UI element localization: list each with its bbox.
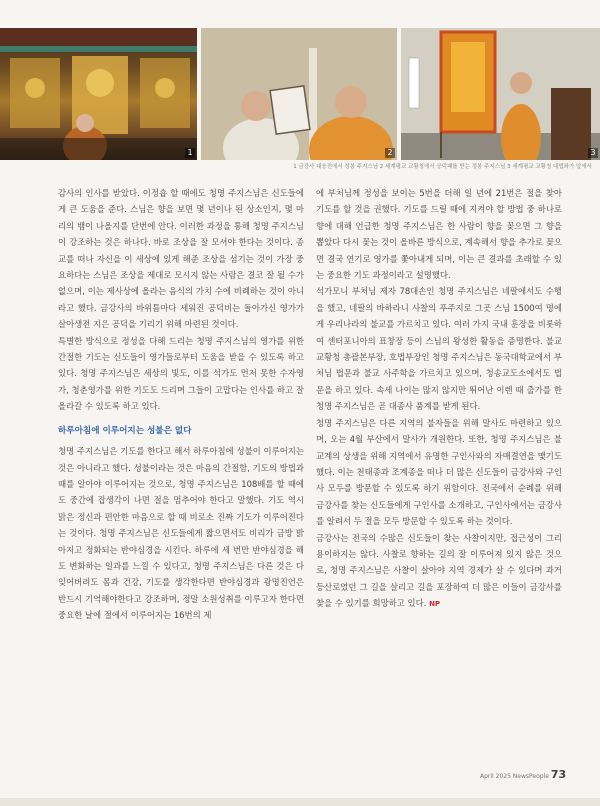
page-number: 73 bbox=[550, 768, 567, 781]
photo-number: 2 bbox=[385, 148, 395, 158]
paragraph: 청명 주지스님은 다른 지역의 불자들을 위해 말사도 마련하고 있으며, 오는 4월 부산에서 말사가 개원한다. 또한, 청명 주지스님은 불교계의 상생을 위해 지역에서 유명한 구인사와의 자매결연을 맺기도 했다. 이는 천태종과 조계종을 떠나 더 많은 신도들이 금강사와 구인사 모두를 방문할 수 있도록 하기 위함이다. 전국에서 순례를 위해 금강사를 찾는 신도들에게 구인사를 소개하고, 구인사에서는 금강사를 알려서 두 절을 모두 방문할 수 있도록 하는 것이다. bbox=[316, 417, 562, 527]
paragraph-final bbox=[316, 530, 562, 613]
section-subheading: 하루아침에 이루어지는 성불은 없다 bbox=[58, 425, 192, 436]
award-ceremony-photo bbox=[201, 28, 397, 160]
banner-ceremony-photo bbox=[401, 28, 600, 160]
photo-caption: 1 금강사 대웅전에서 정봉 주지스님 2 세계평교 교황청에서 공덕패를 받는 정봉 주지스님 3 세계평교 교황청 대법좌가 앞에서 bbox=[293, 164, 592, 170]
banner-ceremony-image bbox=[401, 28, 600, 160]
article-column-right bbox=[316, 185, 562, 613]
paragraph-text: 금강사는 전국의 수많은 신도들이 찾는 사찰이지만, 접근성이 그리 용이하지는 않다. 사찰로 향하는 길의 잘 이루어져 있지 않은 것으로, 청명 주지스님은 사찰이 살아야 지역 경제가 살 수 있다며 과거 등산로였던 그 길을 살리고 길을 포장하여 더 많은 이들이 금강사를 찾을 수 있기를 희망하고 있다. bbox=[316, 532, 562, 609]
article-column-left bbox=[58, 185, 304, 624]
temple-altar-image bbox=[0, 28, 197, 160]
paragraph: 특별한 방식으로 정성을 다해 드리는 청명 주지스님의 영가를 위한 간절한 기도는 신도들이 영가들로부터 도움을 받을 수 있도록 하고 있다. 청명 주지스님은 세상의 빛도, 이를 석가도 먼저 못한 수자영가, 청춘영가를 위한 기도도 드리며 그들이 고맙다는 인사를 하고 잘 올라갈 수 있도록 하고 있다. bbox=[58, 335, 304, 412]
photo-strip bbox=[0, 28, 600, 160]
photo-number: 1 bbox=[185, 148, 195, 158]
np-end-mark: NP bbox=[429, 600, 441, 609]
bottom-strip bbox=[0, 798, 600, 806]
paragraph: 감사의 인사를 받았다. 이정숍 할 때에도 청명 주지스님은 신도들에게 큰 도움을 준다. 스님은 향을 보면 몇 년이나 된 상소인지, 몇 마리의 뱀이 나올지를 단번에 안다. 이러한 과정을 통해 청명 주지스님이 강조하는 것은 하나다. 바로 조상을 잘 모셔야 한다는 것이다. 종교를 떠나 자신을 이 세상에 있게 해준 조상을 섬기는 것이 가장 중요하다는 스님은 조상을 제대로 모시지 않는 사람은 결코 잘 될 수가 없으며, 이는 제사상에 올라는 음식의 가치 수에 비례하는 것이 아니라고 했다. 금강사의 바위틈마다 세워진 공덕비는 돌아가신 영가가 살아생전 지은 공덕을 기리기 위해 마련된 것이다. bbox=[58, 188, 304, 330]
page-footer bbox=[480, 768, 566, 781]
temple-altar-photo bbox=[0, 28, 197, 160]
paragraph: 에 부처님께 정성을 보이는 5번을 더해 일 년에 21번은 절을 찾아 기도를 할 것을 권했다. 기도를 드릴 때에 지켜야 할 방법 중 하나로 향에 대해 언급한 청명 주지스님은 한 사람이 향을 꽂으면 그 향을 뽑았다 다시 꽂는 것이 올바른 방식으로, 계속해서 향을 추가로 꽂으면 결국 연기로 영가를 쫓아내게 되며, 이는 큰 결과를 초래할 수 있는 중요한 기도 과정이라고 설명했다. bbox=[316, 188, 562, 281]
photo-number: 3 bbox=[588, 148, 598, 158]
paragraph: 석가모니 부처님 제자 78대손인 청명 주지스님은 네팔에서도 수행을 했고, 네팔의 바하라니 사찰의 푸주지로 그곳 스님 1500여 명에게 우리나라의 불교를 가르치고 있다. 여러 가지 국내 훈장을 비롯하여 센터포니아의 표창장 등이 스님의 왕성한 활동을 증명한다. 불교 교황청 총괄본부장, 호법부장인 청명 주지스님은 동국대학교에서 부처님 법문과 불교 사주학을 가르치고 있으며, 청송교도소에서도 법문을 하고 있다. 속세 나이는 많지 않지만 뛰어난 이렌 때 출가를 한 청명 주지스님은 곧 대종사 품계를 받게 된다. bbox=[316, 286, 562, 412]
issue-label: April 2025 NewsPeople bbox=[480, 773, 549, 780]
paragraph: 청명 주지스님은 기도를 한다고 해서 하루아침에 성불이 이루어지는 것은 아니라고 했다. 성불이라는 것은 마음의 간절함, 기도의 방법과 때를 알아야 이루어지는 것으로, 청명 주지스님은 108배를 할 때에도 중간에 잡생각이 나면 절을 멈추어야 한다고 말했다. 기도 역시 맑은 정신과 편안한 마음으로 할 때 비로소 진짜 기도가 이루어진다는 것이다. 청명 주지스님은 신도들에게 짧으면서도 비리가 금방 밝아지고 정화되는 반야심경을 시킨다. 하루에 세 번만 반야심경을 해도 변화하는 일과를 느낄 수 있다고, 청명 주지스님은 다른 것은 다 잊어버려도 몸과 건강, 기도를 생각한다면 반야심경과 광명진언은 반드시 기억해야한다고 강조하며, 정말 소원성취를 이루고자 한다면 중요한 날에 절에서 이루어지는 16번의 제 bbox=[58, 446, 304, 621]
award-ceremony-image bbox=[201, 28, 397, 160]
